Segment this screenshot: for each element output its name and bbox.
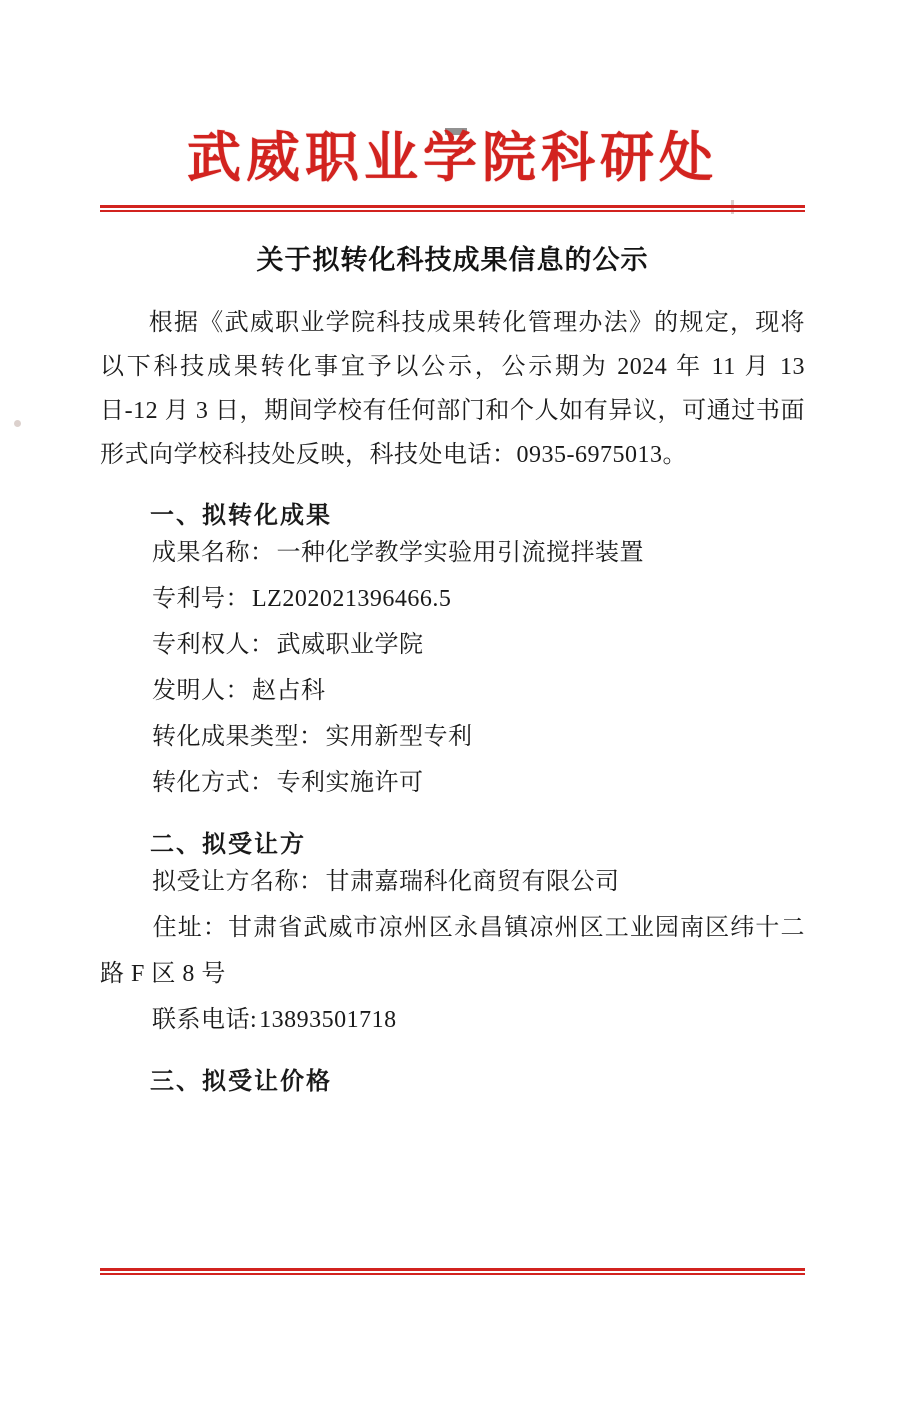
field-label: 发明人： <box>152 678 250 705</box>
field-label: 联系电话: <box>152 1007 258 1034</box>
field-transferee-address <box>100 905 805 997</box>
organization-title: 武威职业学院科研处 <box>187 125 718 189</box>
field-inventor <box>100 668 805 714</box>
field-value: 赵占科 <box>252 678 326 705</box>
intro-paragraph <box>100 301 805 477</box>
field-label: 住址： <box>152 915 228 942</box>
field-value: 专利实施许可 <box>276 770 424 797</box>
section-heading-1: 一、拟转化成果 <box>150 500 332 530</box>
document-page <box>0 125 905 1408</box>
section-heading-3: 三、拟受让价格 <box>150 1066 332 1096</box>
section-heading-2: 二、拟受让方 <box>150 829 306 859</box>
intro-text: 根据《武威职业学院科技成果转化管理办法》的规定，现将以下科技成果转化事宜予以公示，公示期为 2024 年 11 月 13 日-12 月 3 日，期间学校有任何部门和个人如有异议，可通过书面形式向学校科技处反映，科技处电话：0935-6975013。 <box>100 310 805 469</box>
field-label: 成果名称： <box>152 540 275 567</box>
header-divider <box>100 205 805 212</box>
field-label: 转化方式： <box>152 770 275 797</box>
field-value: 实用新型专利 <box>325 724 473 751</box>
field-value: 甘肃省武威市凉州区永昌镇凉州区工业园南区纬十二路 F 区 8 号 <box>100 915 806 988</box>
field-value: 一种化学教学实验用引流搅拌装置 <box>276 540 644 567</box>
field-value: LZ202021396466.5 <box>252 586 452 613</box>
field-transferee-phone <box>100 997 805 1043</box>
field-label: 专利权人： <box>152 632 275 659</box>
letterhead <box>100 125 805 189</box>
field-result-type <box>100 714 805 760</box>
field-label: 拟受让方名称： <box>152 869 324 896</box>
field-transferee-name <box>100 859 805 905</box>
field-result-name <box>100 530 805 576</box>
field-value: 13893501718 <box>259 1007 397 1034</box>
field-patent-number <box>100 576 805 622</box>
footer-divider <box>100 1268 805 1275</box>
field-transfer-mode <box>100 760 805 806</box>
field-label: 转化成果类型： <box>152 724 324 751</box>
field-patent-holder <box>100 622 805 668</box>
field-value: 武威职业学院 <box>276 632 424 659</box>
document-title: 关于拟转化科技成果信息的公示 <box>256 245 649 277</box>
field-label: 专利号： <box>152 586 250 613</box>
field-value: 甘肃嘉瑞科化商贸有限公司 <box>325 869 620 896</box>
